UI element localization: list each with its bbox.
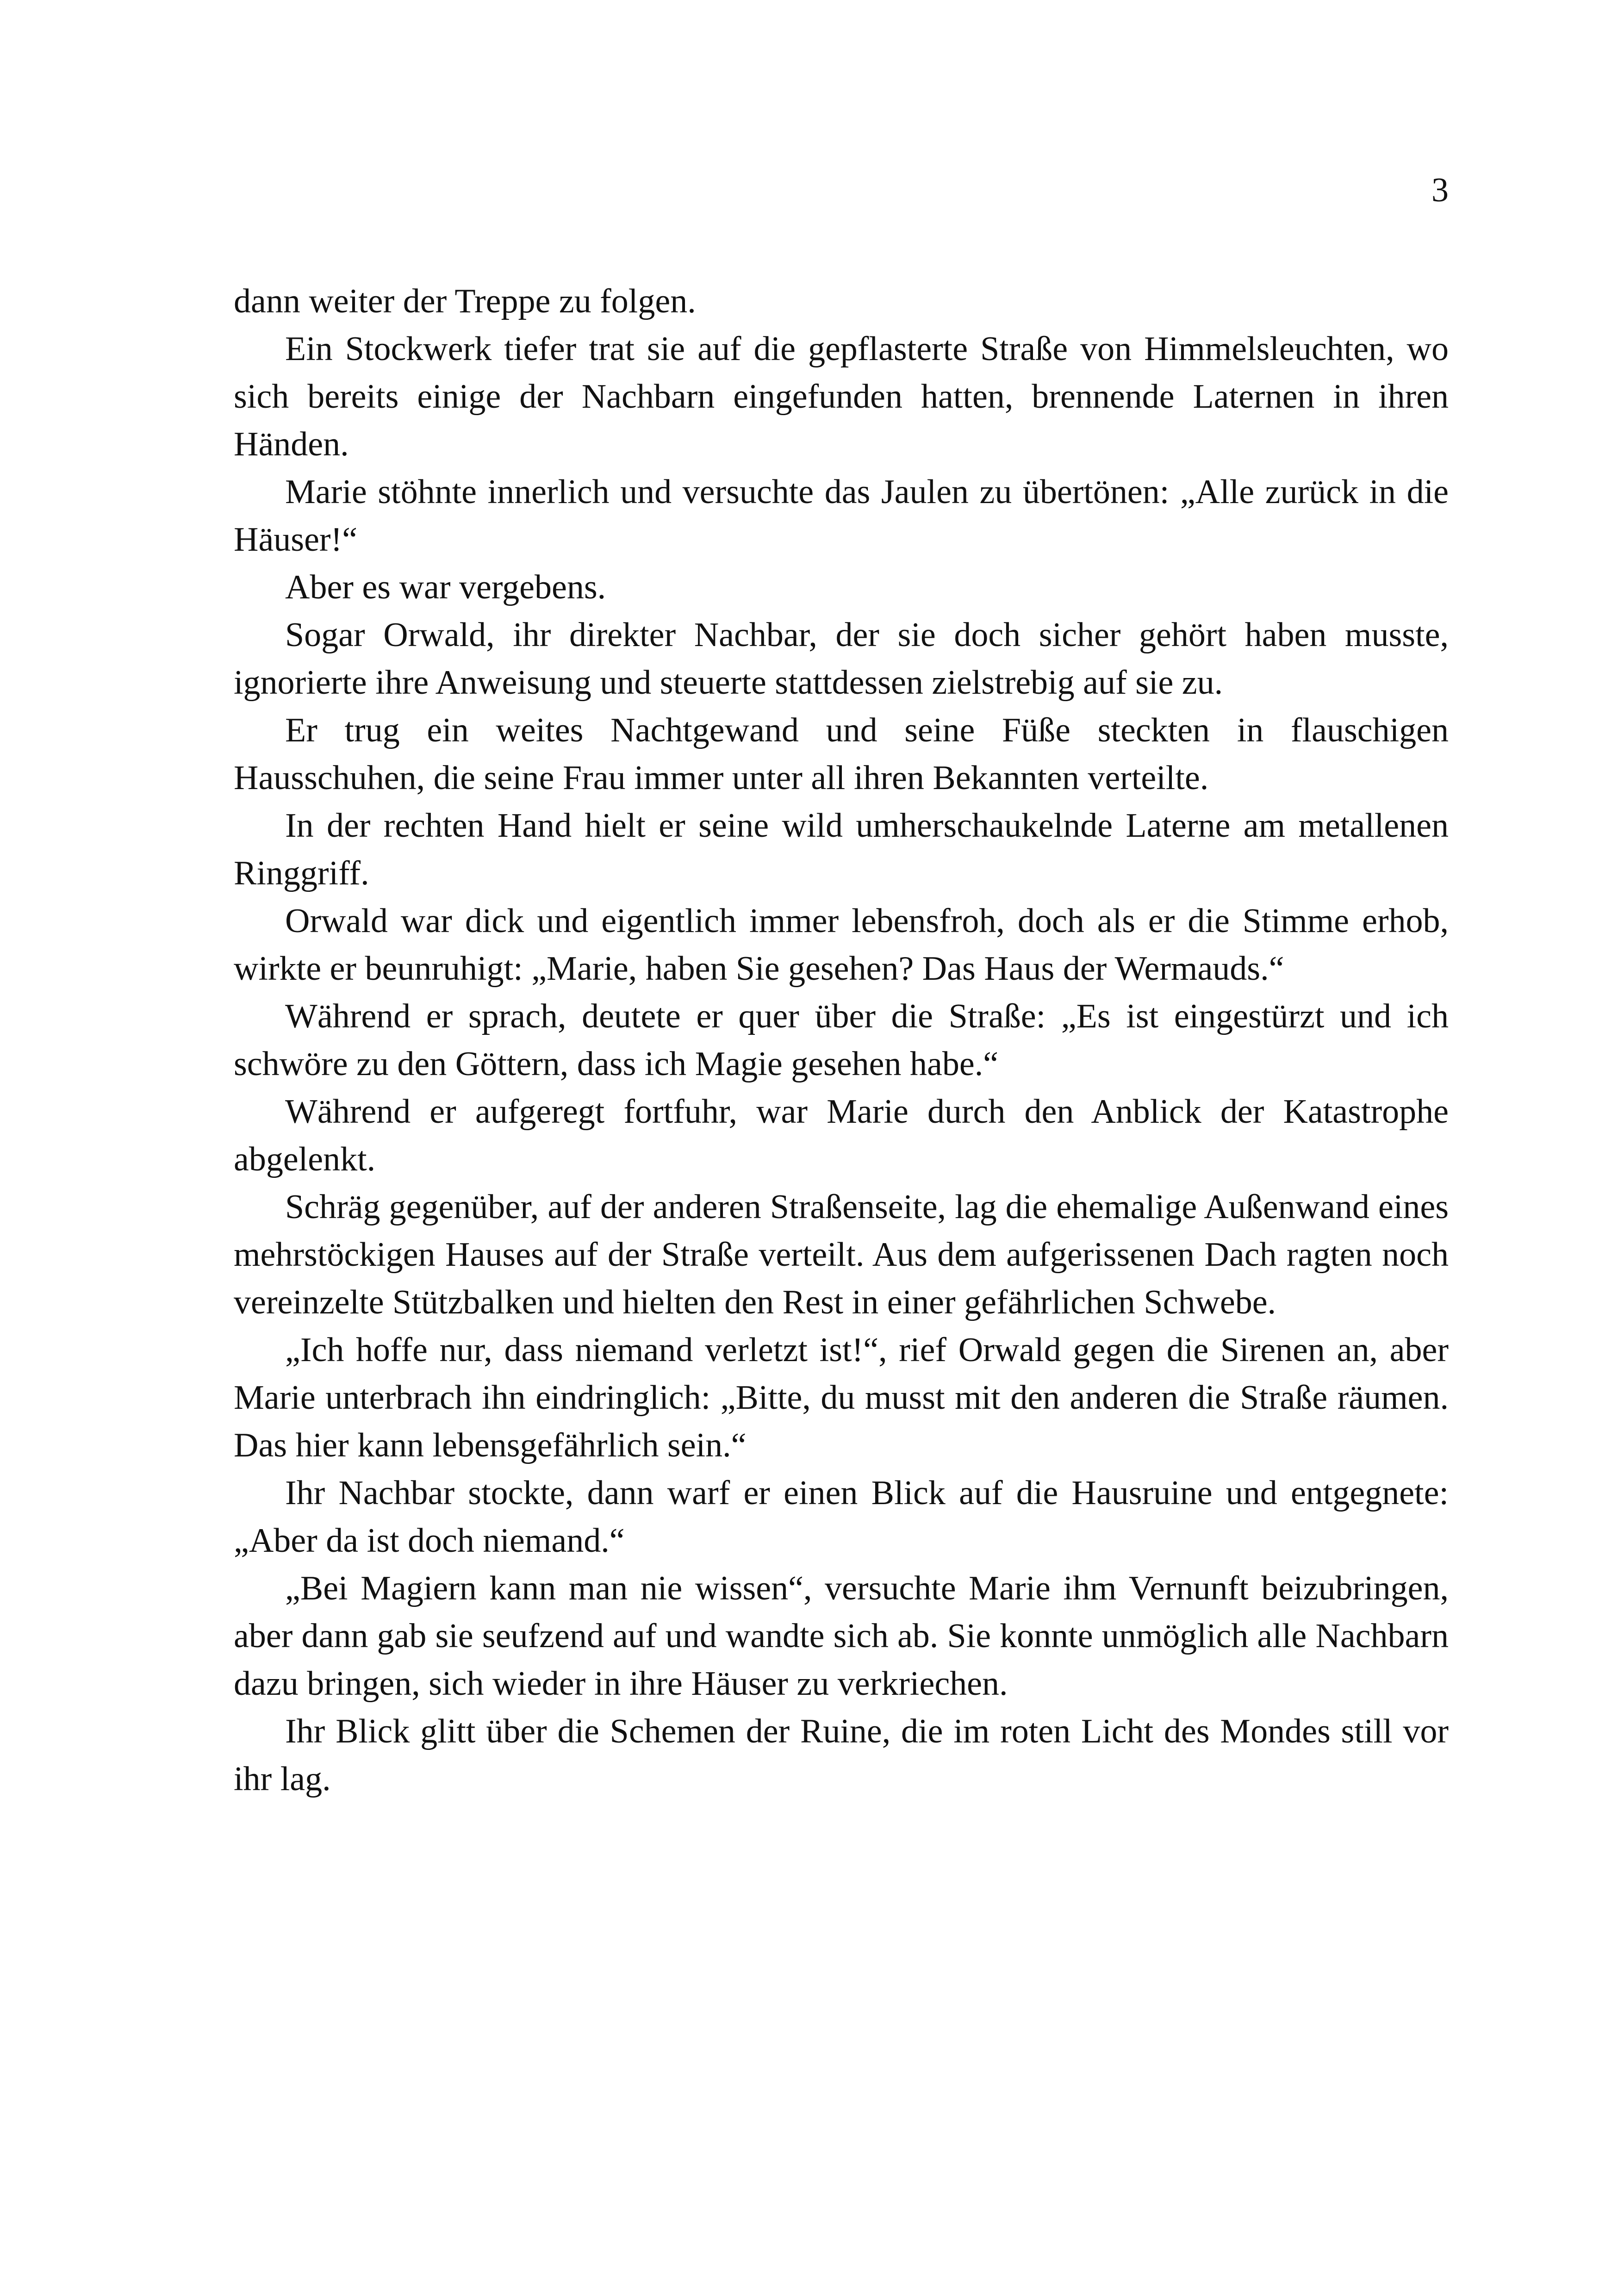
text-block [234, 278, 1449, 1803]
paragraph: dann weiter der Treppe zu folgen. [234, 282, 696, 320]
paragraph: Ihr Blick glitt über die Schemen der Ruine, die im roten Licht des Mondes still vor ihr lag. [234, 1712, 1449, 1798]
paragraph: Marie stöhnte innerlich und versuchte das Jaulen zu übertönen: „Alle zurück in die Häuser!“ [234, 473, 1449, 559]
paragraph: Während er sprach, deutete er quer über die Straße: „Es ist eingestürzt und ich schwöre zu den Göttern, dass ich Magie gesehen habe.“ [234, 997, 1449, 1083]
paragraph: Er trug ein weites Nachtgewand und seine Füße steckten in flauschigen Hausschuhen, die seine Frau immer unter all ihren Bekannten verteilte. [234, 711, 1449, 797]
paragraph: Während er aufgeregt fortfuhr, war Marie durch den Anblick der Katastrophe abgelenkt. [234, 1093, 1449, 1178]
paragraph: Ihr Nachbar stockte, dann warf er einen Blick auf die Hausruine und entgegnete: „Aber da ist doch niemand.“ [234, 1474, 1449, 1560]
paragraph: Orwald war dick und eigentlich immer lebensfroh, doch als er die Stimme erhob, wirkte er beunruhigt: „Marie, haben Sie gesehen? Das Haus der Wermauds.“ [234, 902, 1449, 988]
paragraph: Aber es war vergebens. [285, 568, 606, 606]
paragraph: „Bei Magiern kann man nie wissen“, versuchte Marie ihm Vernunft beizubringen, aber dann gab sie seufzend auf und wandte sich ab. Sie konnte unmöglich alle Nachbarn dazu bringen, sich wieder in ihre Häuser zu verkriechen. [234, 1569, 1449, 1703]
page-number: 3 [1431, 171, 1449, 209]
paragraph: Ein Stockwerk tiefer trat sie auf die gepflasterte Straße von Himmelsleuchten, wo sich bereits einige der Nachbarn eingefunden hatten, brennende Laternen in ihren Händen. [234, 330, 1449, 463]
paragraph: „Ich hoffe nur, dass niemand verletzt ist!“, rief Orwald gegen die Sirenen an, aber Marie unterbrach ihn eindringlich: „Bitte, du musst mit den anderen die Straße räumen. Das hier kann lebensgefährlich sein.“ [234, 1331, 1449, 1464]
paragraph: In der rechten Hand hielt er seine wild umherschaukelnde Laterne am metallenen Ringgriff. [234, 807, 1449, 892]
paragraph: Schräg gegenüber, auf der anderen Straßenseite, lag die ehemalige Außenwand eines mehrstöckigen Hauses auf der Straße verteilt. Aus dem aufgerissenen Dach ragten noch vereinzelte Stützbalken und hielten den Rest in einer gefährlichen Schwebe. [234, 1188, 1449, 1321]
paragraph: Sogar Orwald, ihr direkter Nachbar, der sie doch sicher gehört haben musste, ignorierte ihre Anweisung und steuerte stattdessen zielstrebig auf sie zu. [234, 616, 1449, 702]
